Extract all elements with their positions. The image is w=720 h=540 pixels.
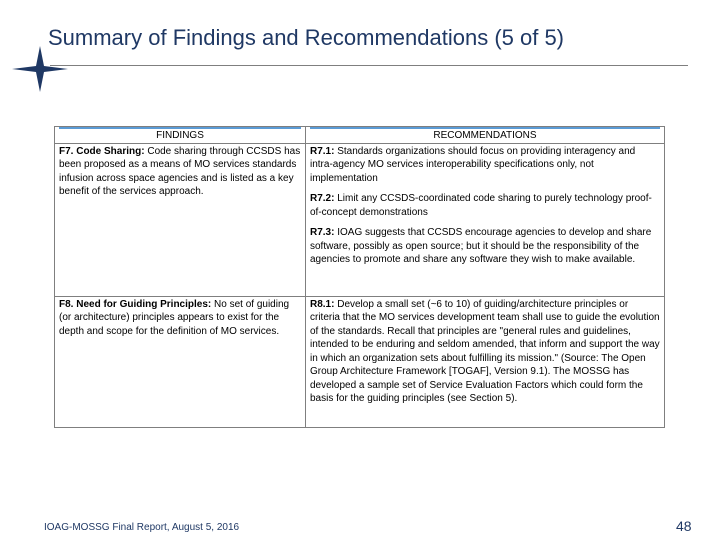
recommendations-header	[305, 127, 664, 144]
findings-table	[54, 126, 665, 428]
compass-star-icon	[10, 44, 70, 94]
recommendation-lead: R7.2:	[309, 193, 335, 204]
finding-lead: F7. Code Sharing:	[59, 145, 145, 157]
footer-text: IOAG-MOSSG Final Report, August 5, 2016	[44, 522, 240, 533]
recommendation-text: Develop a small set (~6 to 10) of guiding/architecture principles or criteria that the MO services development team shall use to guide the evolution of the standards. Recall that principles are "general rules and guidelines, intended to be enduring and seldom amended, that inform and support the way in which an organization sets about fulfilling its mission." (Source: The Open Group Architecture Framework [TOGAF], Version 9.1). The MOSSG has developed a sample set of Service Evaluation Factors which could form the basis for the guiding principles (see Section 5).	[309, 298, 660, 404]
recommendation-cell-r7	[305, 143, 664, 296]
recommendation-lead: R8.1:	[309, 298, 335, 310]
title-divider	[50, 65, 688, 66]
header-bar	[59, 127, 301, 129]
recommendation-lead: R7.3:	[309, 227, 335, 238]
recommendation-text: Standards organizations should focus on providing interagency and intra-agency MO services interoperability specifications only, not implementation	[309, 145, 636, 184]
recommendation-cell-r8	[305, 296, 664, 427]
recommendation-r7-3	[310, 226, 660, 267]
finding-text: Code sharing through CCSDS has been proposed as a means of MO services standards infusion across space agencies and is listed as a key benefit of the services approach.	[59, 145, 301, 197]
finding-lead: F8. Need for Guiding Principles:	[59, 298, 212, 310]
finding-cell-f7	[55, 143, 306, 296]
recommendation-lead: R7.1:	[309, 145, 335, 157]
header-bar	[310, 127, 660, 129]
finding-cell-f8	[55, 296, 306, 427]
finding-text: No set of guiding (or architecture) principles appears to exist for the depth and scope for the definition of MO services.	[59, 298, 290, 337]
table-header-row	[55, 127, 665, 144]
recommendation-r8-1	[310, 298, 660, 406]
slide-title: Summary of Findings and Recommendations (5 of 5)	[48, 25, 565, 50]
findings-header-label: FINDINGS	[156, 130, 204, 141]
recommendation-r7-1	[310, 145, 660, 186]
recommendation-r7-2	[310, 192, 660, 219]
recommendation-text: IOAG suggests that CCSDS encourage agencies to develop and share software, possibly as open source; but it should be the responsibility of the agencies to promote and share any software they wish to make available.	[309, 227, 652, 265]
page-number: 48	[676, 518, 692, 534]
recommendations-header-label: RECOMMENDATIONS	[433, 130, 537, 141]
findings-header	[55, 127, 306, 144]
table-row	[55, 296, 665, 427]
recommendation-text: Limit any CCSDS-coordinated code sharing to purely technology proof-of-concept demonstrations	[309, 193, 652, 218]
table-row	[55, 143, 665, 296]
